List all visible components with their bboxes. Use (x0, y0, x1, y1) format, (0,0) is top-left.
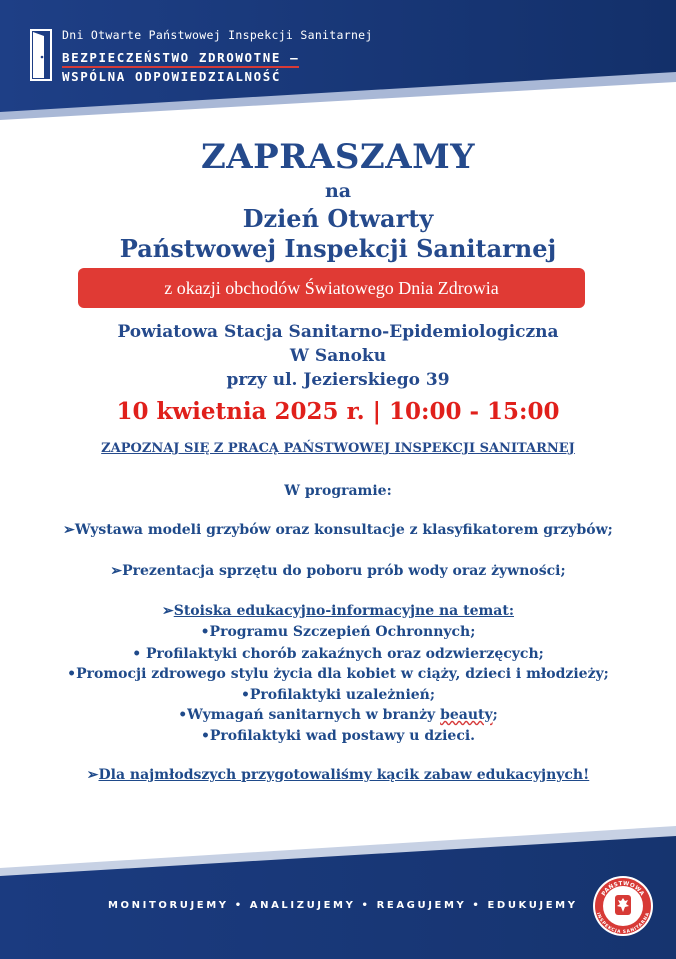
header-slogan-line1: BEZPIECZEŃSTWO ZDROWOTNE – (62, 49, 299, 68)
sub-item-suffix: ; (492, 707, 498, 723)
learn-more-link[interactable]: ZAPOZNAJ SIĘ Z PRACĄ PAŃSTWOWEJ INSPEKCJI SANITARNEJ (101, 441, 575, 456)
program-item-text: Prezentacja sprzętu do poboru prób wody oraz żywności; (122, 563, 566, 579)
program-item (0, 563, 676, 579)
header-subtitle: Dni Otwarte Państwowej Inspekcji Sanitarnej (62, 28, 373, 42)
address-line1: Powiatowa Stacja Sanitarno-Epidemiologiczna (117, 322, 559, 342)
sub-item-text: •Wymagań sanitarnych w branży (178, 707, 441, 723)
program-item (0, 603, 676, 619)
program-item (0, 522, 676, 538)
header-text (62, 28, 373, 85)
arrow-bullet-icon: ➢ (86, 767, 99, 783)
badge-text-top: PAŃSTWOWA (600, 880, 646, 898)
door-icon (30, 29, 52, 81)
arrow-bullet-icon: ➢ (161, 603, 174, 619)
header-slogan-line2: WSPÓLNA ODPOWIEDZIALNOŚĆ (62, 69, 282, 84)
address-line3: przy ul. Jezierskiego 39 (226, 370, 450, 390)
badge-text-bottom: INSPEKCJA SANITARNA (594, 912, 651, 936)
inspection-badge-logo (592, 875, 654, 937)
sub-item-beauty-word: beauty (440, 707, 493, 723)
sub-item: •Profilaktyki uzależnień; (240, 687, 436, 703)
date-time: 10 kwietnia 2025 r. | 10:00 - 15:00 (116, 398, 560, 425)
sub-item: •Profilaktyki wad postawy u dzieci. (200, 728, 476, 744)
event-title-line1: Dzień Otwarty (242, 204, 434, 233)
arrow-bullet-icon: ➢ (110, 563, 123, 579)
sub-item: • Profilaktyki chorób zakaźnych oraz odzwierzęcych; (132, 646, 544, 662)
program-item-text: Wystawa modeli grzybów oraz konsultacje z klasyfikatorem grzybów; (74, 522, 613, 538)
arrow-bullet-icon: ➢ (63, 522, 75, 538)
occasion-banner: z okazji obchodów Światowego Dnia Zdrowia (78, 268, 585, 308)
program-item (0, 767, 676, 783)
sub-item: •Promocji zdrowego stylu życia dla kobiet w ciąży, dzieci i młodzieży; (67, 666, 609, 682)
footer-tagline: MONITORUJEMY • ANALIZUJEMY • REAGUJEMY • EDUKUJEMY (108, 900, 578, 911)
address-line2: W Sanoku (289, 346, 387, 366)
sub-item (0, 707, 676, 723)
event-title-line2: Państwowej Inspekcji Sanitarnej (119, 234, 557, 263)
na-text: na (324, 180, 352, 202)
sub-item: •Programu Szczepień Ochronnych; (200, 624, 476, 640)
program-item-text: Dla najmłodszych przygotowaliśmy kącik zabaw edukacyjnych! (98, 767, 590, 783)
program-heading: W programie: (284, 483, 392, 499)
page-title: ZAPRASZAMY (200, 137, 476, 177)
program-item-text: Stoiska edukacyjno-informacyjne na temat: (173, 603, 514, 619)
